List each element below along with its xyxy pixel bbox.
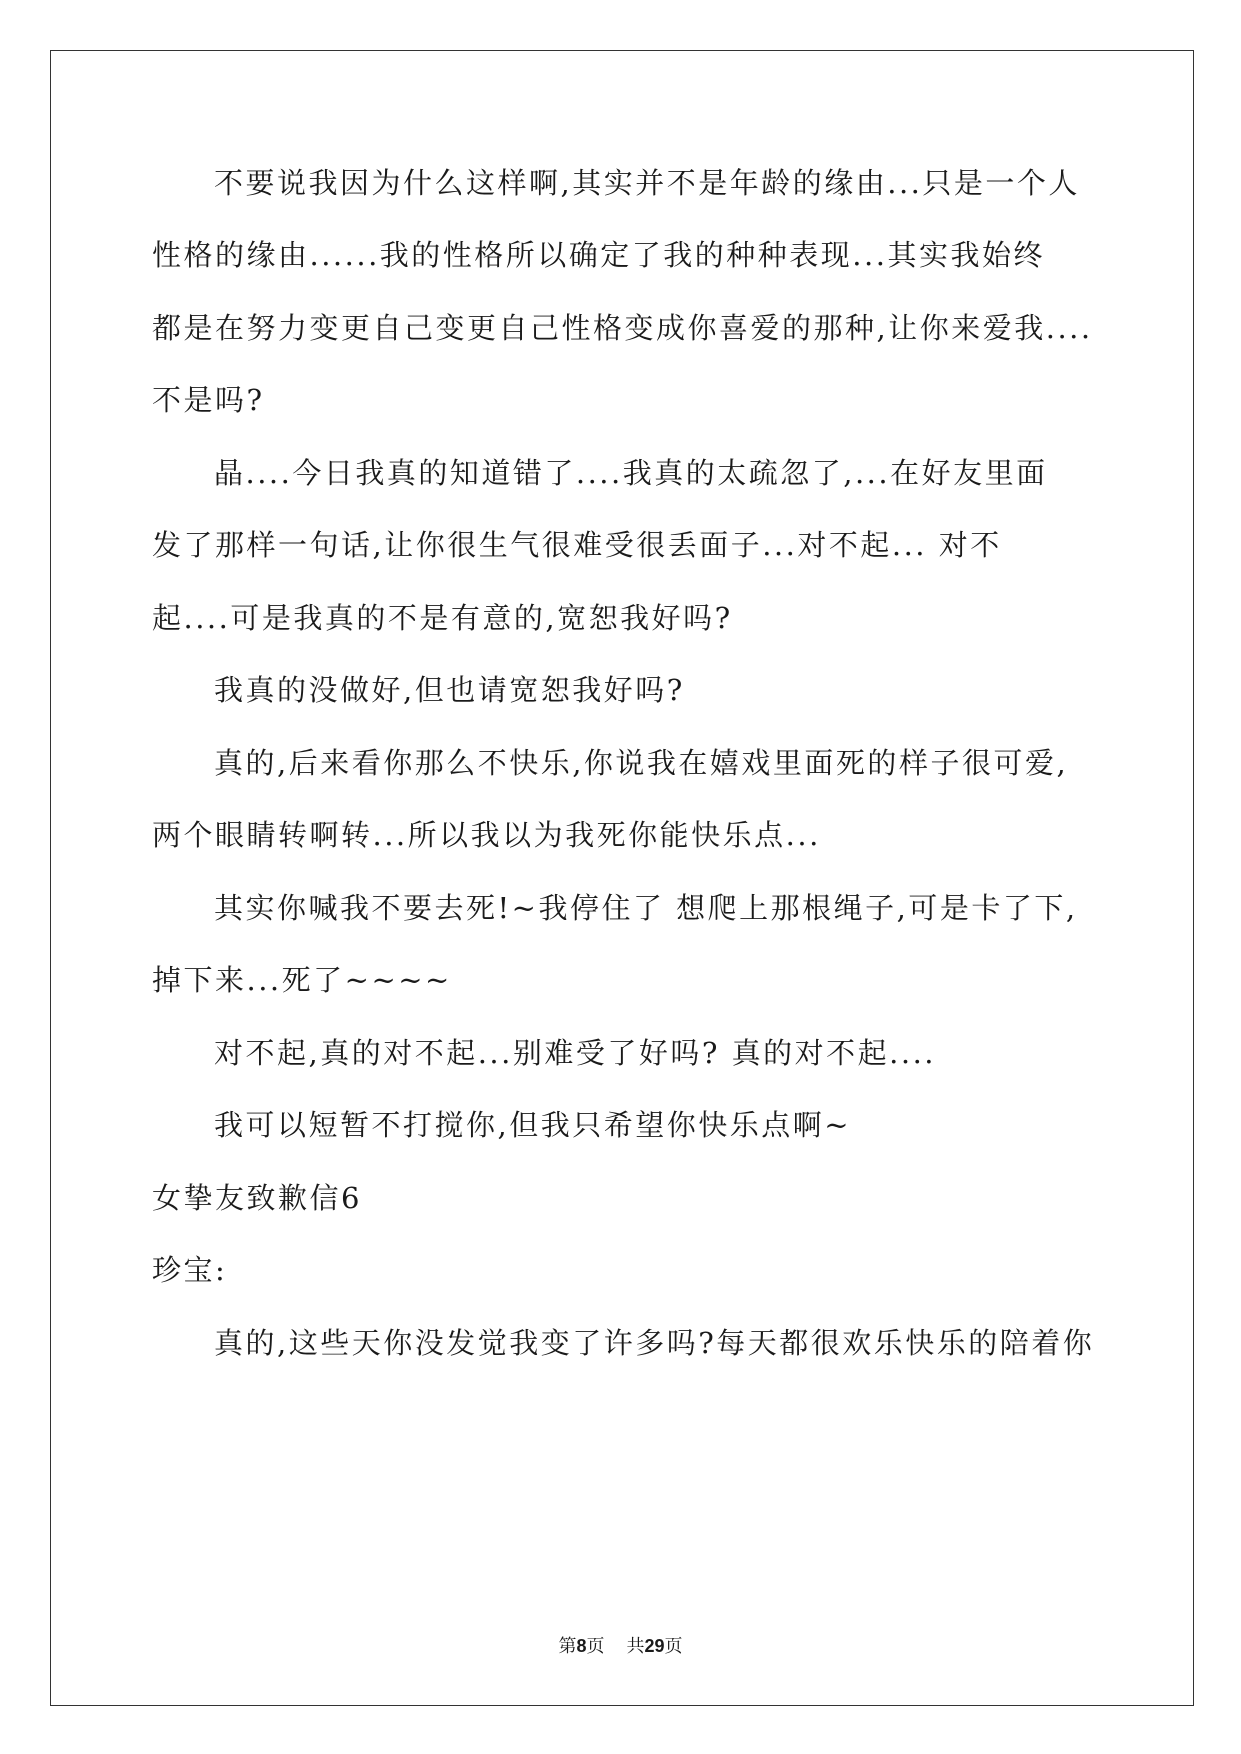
page-footer xyxy=(0,1632,1241,1658)
footer-prefix: 第 xyxy=(558,1636,577,1657)
text-line: 发了那样一句话,让你很生气很难受很丢面子...对不起... 对不 xyxy=(152,528,1002,562)
text-line: 性格的缘由......我的性格所以确定了我的种种表现...其实我始终 xyxy=(152,238,1045,272)
text-line: 我可以短暂不打搅你,但我只希望你快乐点啊~ xyxy=(214,1108,852,1142)
text-line: 起....可是我真的不是有意的,宽恕我好吗? xyxy=(152,601,733,635)
text-line: 真的,这些天你没发觉我变了许多吗?每天都很欢乐快乐的陪着你 xyxy=(214,1326,1095,1360)
section-heading: 女挚友致歉信6 xyxy=(152,1181,362,1215)
text-line: 掉下来...死了~~~~ xyxy=(152,963,452,997)
salutation: 珍宝: xyxy=(152,1253,228,1287)
text-line: 两个眼睛转啊转...所以我以为我死你能快乐点... xyxy=(152,818,821,852)
footer-total-suffix: 页 xyxy=(664,1636,683,1657)
footer-total-prefix: 共 xyxy=(626,1636,645,1657)
page-border xyxy=(50,50,1194,1706)
footer-page-suffix: 页 xyxy=(586,1636,605,1657)
page-number: 8 xyxy=(576,1636,587,1656)
text-line: 不是吗? xyxy=(152,383,265,417)
text-line: 晶....今日我真的知道错了....我真的太疏忽了,...在好友里面 xyxy=(214,456,1048,490)
text-line: 其实你喊我不要去死!~我停住了 想爬上那根绳子,可是卡了下, xyxy=(214,891,1078,925)
text-line: 都是在努力变更自己变更自己性格变成你喜爱的那种,让你来爱我.... xyxy=(152,311,1093,345)
text-line: 不要说我因为什么这样啊,其实并不是年龄的缘由...只是一个人 xyxy=(214,166,1080,200)
text-line: 我真的没做好,但也请宽恕我好吗? xyxy=(214,673,685,707)
total-pages: 29 xyxy=(644,1636,665,1656)
text-line: 对不起,真的对不起...别难受了好吗? 真的对不起.... xyxy=(214,1036,937,1070)
text-line: 真的,后来看你那么不快乐,你说我在嬉戏里面死的样子很可爱, xyxy=(214,746,1069,780)
